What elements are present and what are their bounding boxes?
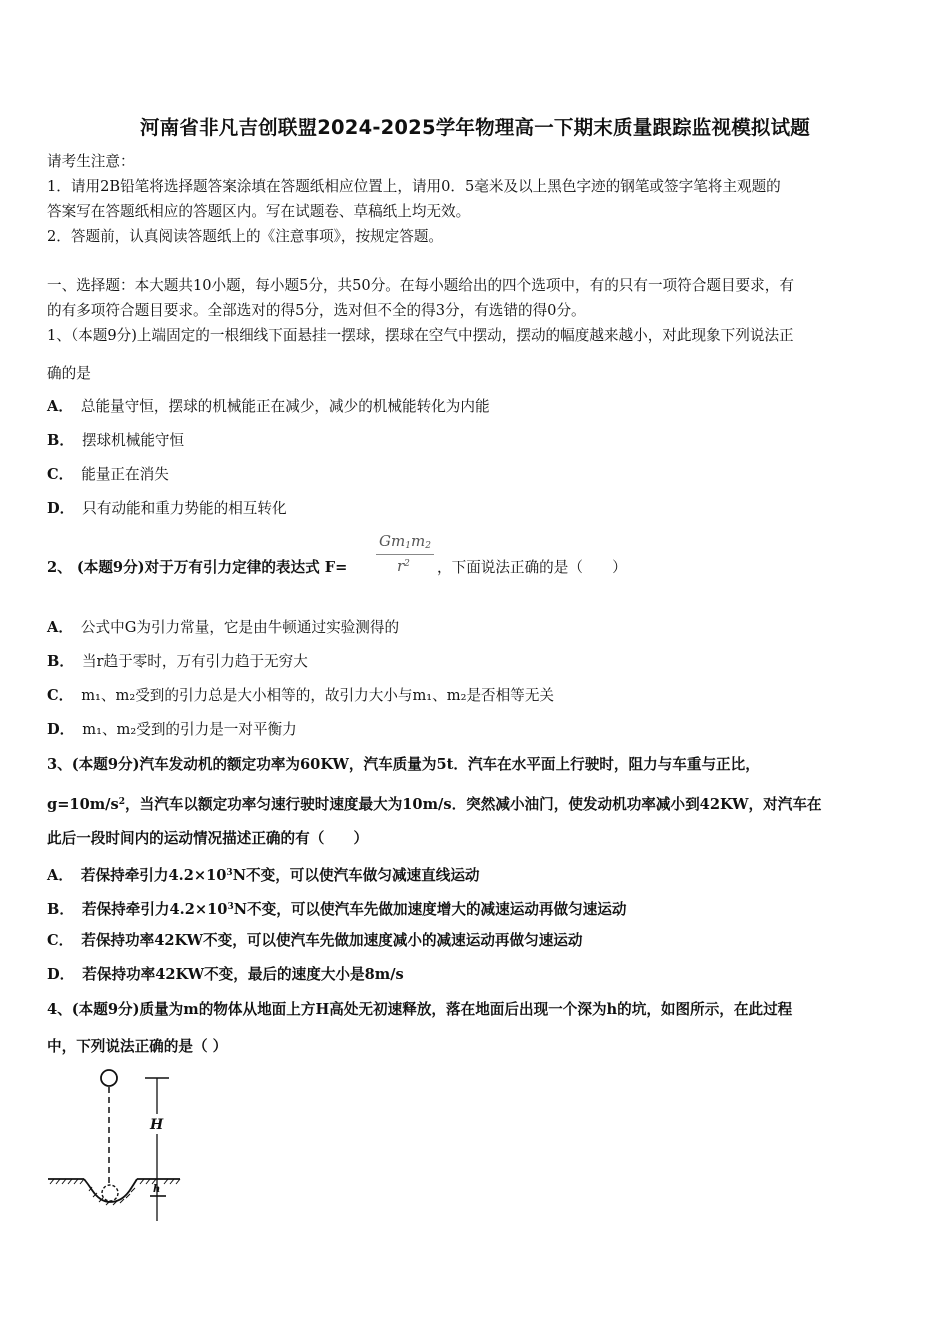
q3-option-d <box>47 965 909 985</box>
q1-stem-line-2: 确的是 <box>47 365 91 382</box>
option-text: 总能量守恒，摆球的机械能正在减少，减少的机械能转化为内能 <box>80 398 490 415</box>
option-text: m₁、m₂受到的引力总是大小相等的，故引力大小与m₁、m₂是否相等无关 <box>81 687 555 704</box>
q3-option-a <box>47 863 909 886</box>
q2-stem-suffix: ，下面说法正确的是（ ） <box>437 559 627 576</box>
q2-option-a <box>47 618 909 638</box>
q2-prefix-text: 2、 (本题9分)对于万有引力定律的表达式 F= <box>47 559 348 576</box>
option-letter: D． <box>47 966 75 983</box>
q3-stem-line-1: 3、(本题9分)汽车发动机的额定功率为60KW，汽车质量为5t．汽车在水平面上行驶时，阻力与车重与正比， <box>47 756 760 773</box>
option-letter: A． <box>47 619 73 636</box>
option-text: 若保持功率42KW不变，最后的速度大小是8m/s <box>82 966 404 983</box>
fraction-bar <box>376 554 434 555</box>
drop-pit-diagram <box>44 1066 194 1226</box>
q1-stem-line-1: 1、（本题9分)上端固定的一根细线下面悬挂一摆球，摆球在空气中摆动，摆动的幅度越来越小，对此现象下列说法正 <box>47 327 794 344</box>
q3-stem-line-3: 此后一段时间内的运动情况描述正确的有（ ） <box>47 830 369 847</box>
option-text: 若保持牵引力4.2×10 <box>81 901 228 918</box>
option-text-rest: N不变，可以使汽车先做加速度增大的减速运动再做匀速运动 <box>233 901 627 918</box>
option-letter: D． <box>47 721 75 738</box>
option-letter: C． <box>47 932 74 949</box>
formula-denominator: $r^2$ <box>397 557 410 575</box>
option-letter: C． <box>47 466 74 483</box>
pit-outline <box>84 1179 137 1202</box>
option-text: 当r趋于零时，万有引力趋于无穷大 <box>81 653 308 670</box>
gravitation-formula <box>371 530 441 582</box>
label-h: h <box>153 1184 161 1195</box>
option-letter: A． <box>47 398 73 415</box>
option-letter: C． <box>47 687 74 704</box>
notice-heading: 请考生注意： <box>47 153 135 170</box>
notice-item-2: 2．答题前，认真阅读答题纸上的《注意事项》，按规定答题。 <box>47 228 444 245</box>
q4-stem-line-2: 中，下列说法正确的是（ ） <box>47 1038 228 1055</box>
q1-option-a <box>47 397 909 417</box>
option-text: 摆球机械能守恒 <box>81 432 185 449</box>
q2-option-b <box>47 652 909 672</box>
q3-option-c <box>47 931 909 951</box>
option-letter: B． <box>47 653 74 670</box>
q3-option-b <box>47 897 909 920</box>
option-exponent: 3 <box>226 868 233 878</box>
label-H: H <box>150 1117 164 1133</box>
q3-g-exponent: 2 <box>118 797 125 807</box>
q1-option-c <box>47 465 909 485</box>
q3-line-2-rest: ，当汽车以额定功率匀速行驶时速度最大为10m/s．突然减小油门，使发动机功率减小到42KW，对汽车在 <box>125 796 822 813</box>
option-exponent: 3 <box>227 902 234 912</box>
option-text-rest: N不变，可以使汽车做匀减速直线运动 <box>232 867 480 884</box>
option-text: 只有动能和重力势能的相互转化 <box>82 500 287 517</box>
option-letter: D． <box>47 500 75 517</box>
q1-option-d <box>47 499 909 519</box>
option-text: 若保持功率42KW不变，可以使汽车先做加速度减小的减速运动再做匀速运动 <box>81 932 583 949</box>
formula-numerator: $Gm_1m_2$ <box>379 532 431 551</box>
option-text: 能量正在消失 <box>81 466 169 483</box>
notice-item-1-line-1: 1．请用2B铅笔将选择题答案涂填在答题纸相应位置上，请用0．5毫米及以上黑色字迹的钢笔或签字笔将主观题的 <box>47 178 781 195</box>
option-text: m₁、m₂受到的引力是一对平衡力 <box>82 721 297 738</box>
q2-option-d <box>47 720 909 740</box>
q3-stem-line-2 <box>47 792 909 815</box>
ball-in-pit-icon <box>102 1185 118 1201</box>
option-letter: A． <box>47 867 73 884</box>
option-letter: B． <box>47 432 74 449</box>
section-intro-line-1: 一、选择题：本大题共10小题，每小题5分，共50分。在每小题给出的四个选项中，有的只有一项符合题目要求，有 <box>47 277 794 294</box>
ball-start-icon <box>101 1070 117 1086</box>
q2-stem-prefix <box>47 558 377 578</box>
page-title: 河南省非凡吉创联盟2024-2025学年物理高一下期末质量跟踪监视模拟试题 <box>139 116 811 139</box>
q3-g-text: g=10m/s <box>47 796 119 813</box>
notice-item-1-line-2: 答案写在答题纸相应的答题区内。写在试题卷、草稿纸上均无效。 <box>47 203 471 220</box>
section-intro-line-2: 的有多项符合题目要求。全部选对的得5分，选对但不全的得3分，有选错的得0分。 <box>47 302 586 319</box>
q4-stem-line-1: 4、(本题9分)质量为m的物体从地面上方H高处无初速释放，落在地面后出现一个深为h的坑，如图所示，在此过程 <box>47 1001 793 1018</box>
option-letter: B． <box>47 901 74 918</box>
q2-option-c <box>47 686 909 706</box>
option-text: 公式中G为引力常量，它是由牛顿通过实验测得的 <box>80 619 400 636</box>
option-text: 若保持牵引力4.2×10 <box>80 867 227 884</box>
q1-option-b <box>47 431 909 451</box>
